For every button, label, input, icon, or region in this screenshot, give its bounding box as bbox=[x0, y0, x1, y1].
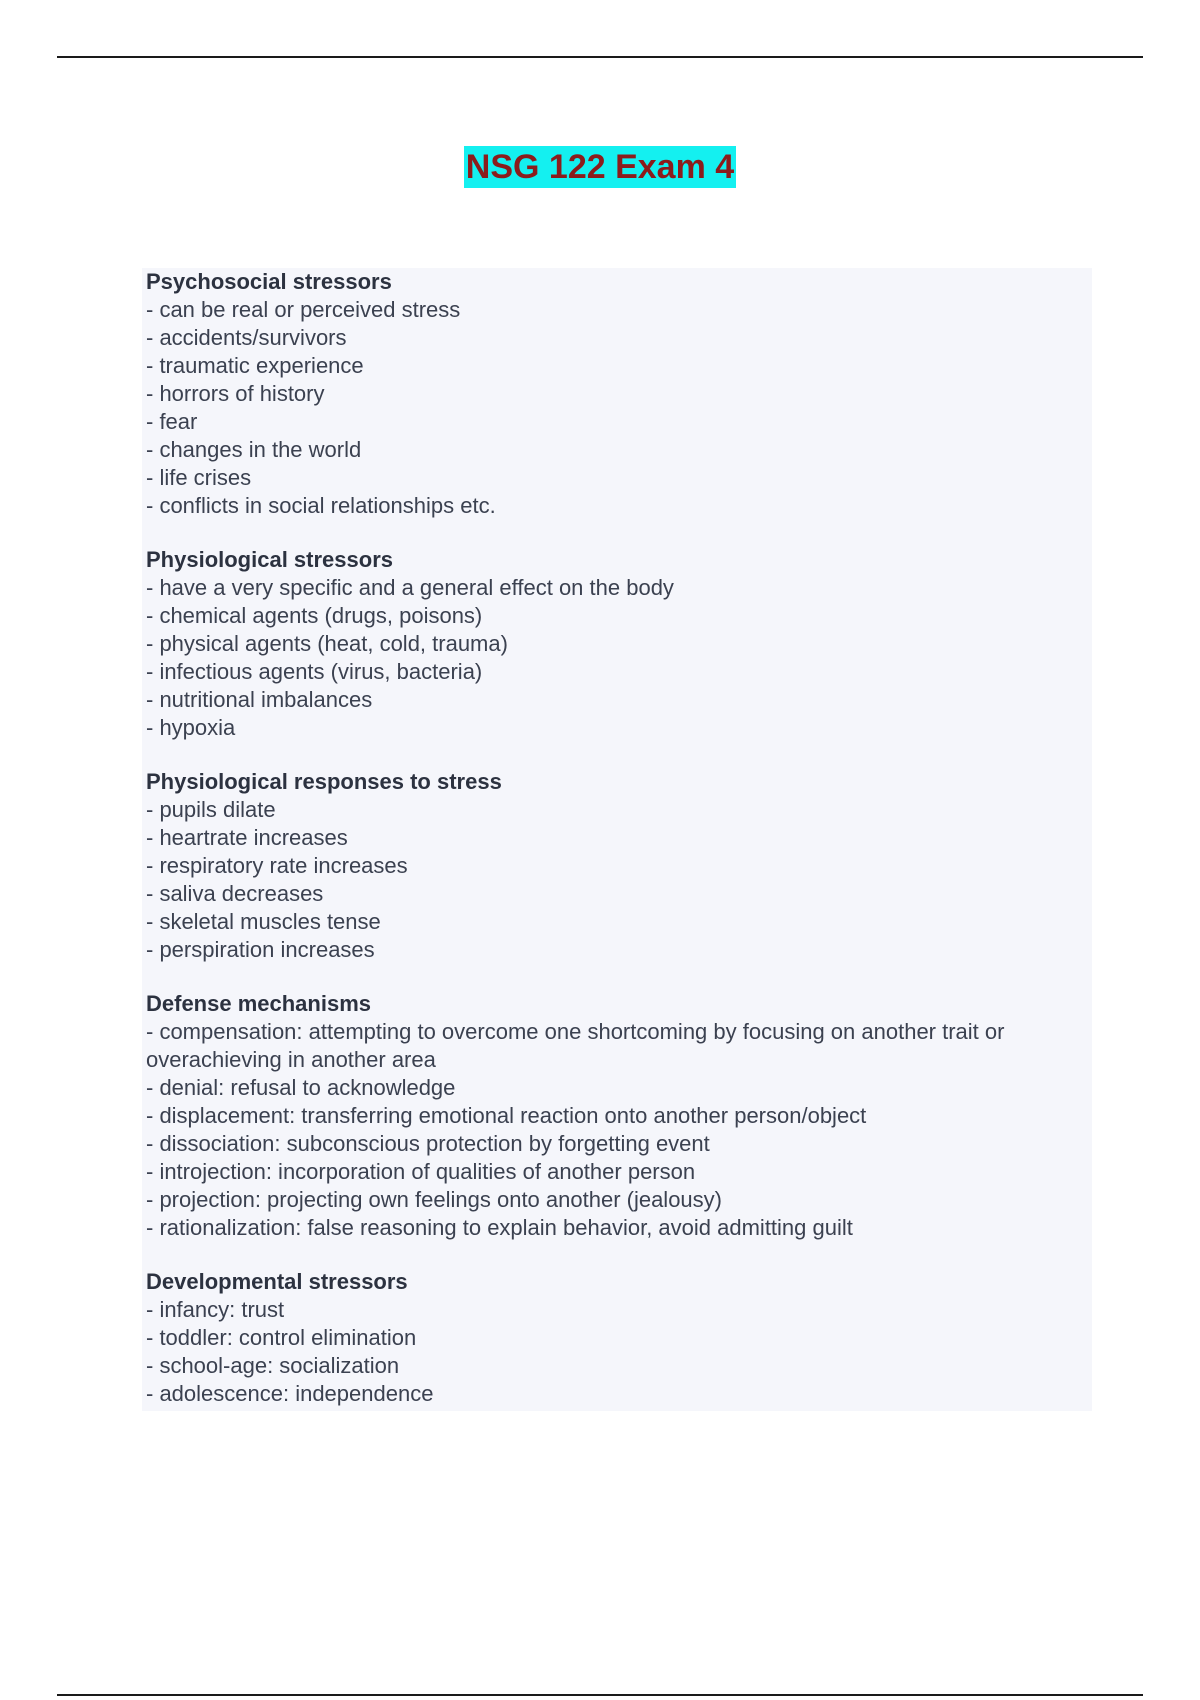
list-item: - respiratory rate increases bbox=[146, 853, 408, 878]
list-item: - heartrate increases bbox=[146, 825, 348, 850]
section-heading: Psychosocial stressors bbox=[146, 269, 392, 294]
section-physiological-stressors bbox=[146, 546, 1092, 742]
list-item: - saliva decreases bbox=[146, 881, 324, 906]
section-heading: Developmental stressors bbox=[146, 1269, 408, 1294]
section-heading: Physiological responses to stress bbox=[146, 769, 502, 794]
list-item: - traumatic experience bbox=[146, 353, 364, 378]
bottom-divider bbox=[57, 1694, 1143, 1696]
section-physiological-responses bbox=[146, 768, 1092, 964]
list-item: - adolescence: independence bbox=[146, 1381, 434, 1406]
list-item: - accidents/survivors bbox=[146, 325, 347, 350]
section-psychosocial-stressors bbox=[146, 268, 1092, 520]
list-item: - chemical agents (drugs, poisons) bbox=[146, 603, 483, 628]
title-container bbox=[0, 146, 1200, 188]
list-item: - denial: refusal to acknowledge bbox=[146, 1075, 456, 1100]
list-item: - fear bbox=[146, 409, 198, 434]
list-item: - changes in the world bbox=[146, 437, 362, 462]
list-item: - pupils dilate bbox=[146, 797, 276, 822]
list-item: - nutritional imbalances bbox=[146, 687, 373, 712]
list-item: - have a very specific and a general effect on the body bbox=[146, 575, 674, 600]
list-item: - skeletal muscles tense bbox=[146, 909, 381, 934]
list-item: - perspiration increases bbox=[146, 937, 375, 962]
section-heading: Physiological stressors bbox=[146, 547, 393, 572]
list-item: - rationalization: false reasoning to explain behavior, avoid admitting guilt bbox=[146, 1215, 853, 1240]
list-item: - school-age: socialization bbox=[146, 1353, 400, 1378]
list-item: - compensation: attempting to overcome one shortcoming by focusing on another trait or overachieving in another area bbox=[146, 1019, 1005, 1072]
section-defense-mechanisms bbox=[146, 990, 1092, 1242]
list-item: - projection: projecting own feelings onto another (jealousy) bbox=[146, 1187, 722, 1212]
section-heading: Defense mechanisms bbox=[146, 991, 371, 1016]
list-item: - conflicts in social relationships etc. bbox=[146, 493, 496, 518]
list-item: - horrors of history bbox=[146, 381, 325, 406]
top-divider bbox=[57, 56, 1143, 58]
section-developmental-stressors bbox=[146, 1268, 1092, 1408]
list-item: - introjection: incorporation of qualities of another person bbox=[146, 1159, 696, 1184]
notes-content bbox=[142, 268, 1092, 1411]
list-item: - can be real or perceived stress bbox=[146, 297, 461, 322]
list-item: - hypoxia bbox=[146, 715, 236, 740]
list-item: - displacement: transferring emotional reaction onto another person/object bbox=[146, 1103, 867, 1128]
page-title: NSG 122 Exam 4 bbox=[465, 148, 735, 186]
list-item: - infancy: trust bbox=[146, 1297, 285, 1322]
list-item: - toddler: control elimination bbox=[146, 1325, 417, 1350]
list-item: - dissociation: subconscious protection by forgetting event bbox=[146, 1131, 710, 1156]
list-item: - infectious agents (virus, bacteria) bbox=[146, 659, 483, 684]
list-item: - physical agents (heat, cold, trauma) bbox=[146, 631, 508, 656]
list-item: - life crises bbox=[146, 465, 252, 490]
